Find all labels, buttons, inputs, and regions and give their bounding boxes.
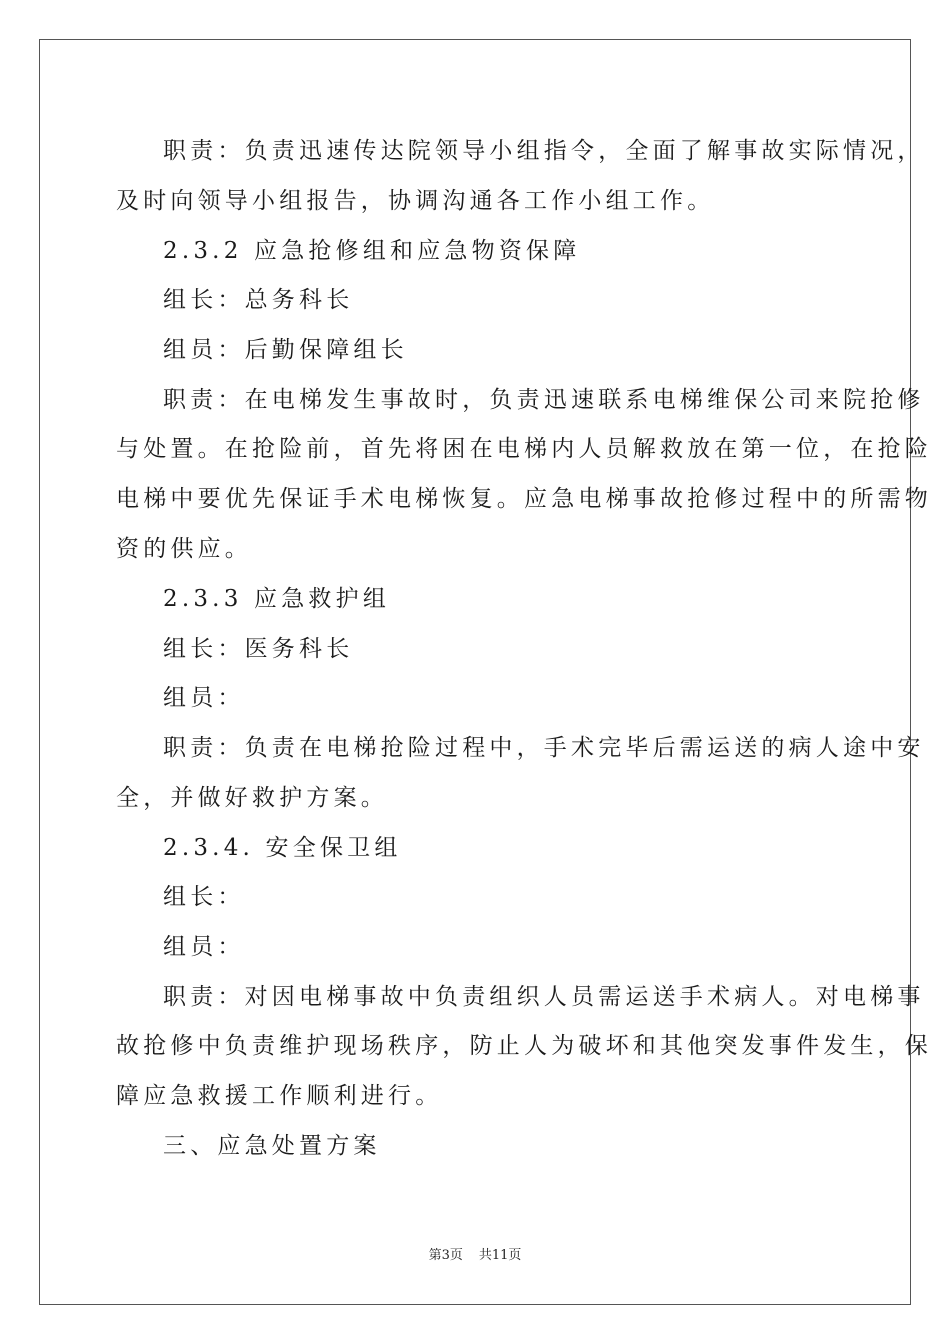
section-heading: 2.3.3 应急救护组 [163, 586, 391, 612]
paragraph-line: 资的供应。 [116, 536, 252, 562]
paragraph-line: 职责：负责在电梯抢险过程中，手术完毕后需运送的病人途中安 [163, 735, 925, 761]
section-heading: 2.3.4. 安全保卫组 [163, 835, 402, 861]
paragraph-line: 组长：总务科长 [163, 287, 354, 313]
page-number: 第3页 [428, 1248, 463, 1263]
paragraph-line: 组员：后勤保障组长 [163, 337, 408, 363]
page-footer [0, 1244, 950, 1263]
paragraph-line: 组长： [163, 884, 245, 910]
paragraph-line: 电梯中要优先保证手术电梯恢复。应急电梯事故抢修过程中的所需物 [116, 486, 932, 512]
paragraph-line: 故抢修中负责维护现场秩序，防止人为破坏和其他突发事件发生，保 [116, 1033, 932, 1059]
paragraph-line: 组长：医务科长 [163, 636, 354, 662]
paragraph-line: 组员： [163, 685, 245, 711]
paragraph-line: 及时向领导小组报告，协调沟通各工作小组工作。 [116, 188, 715, 214]
section-heading: 2.3.2 应急抢修组和应急物资保障 [163, 238, 581, 264]
paragraph-line: 职责：在电梯发生事故时，负责迅速联系电梯维保公司来院抢修 [163, 387, 925, 413]
paragraph-line: 与处置。在抢险前，首先将困在电梯内人员解救放在第一位，在抢险 [116, 436, 932, 462]
paragraph-line: 障应急救援工作顺利进行。 [116, 1083, 443, 1109]
page-border [39, 39, 911, 1305]
paragraph-line: 组员： [163, 934, 245, 960]
paragraph-line: 职责：对因电梯事故中负责组织人员需运送手术病人。对电梯事 [163, 984, 925, 1010]
page-total: 共11页 [478, 1248, 522, 1263]
section-heading: 三、应急处置方案 [163, 1133, 381, 1159]
paragraph-line: 全，并做好救护方案。 [116, 785, 388, 811]
paragraph-line: 职责：负责迅速传达院领导小组指令，全面了解事故实际情况， [163, 138, 925, 164]
